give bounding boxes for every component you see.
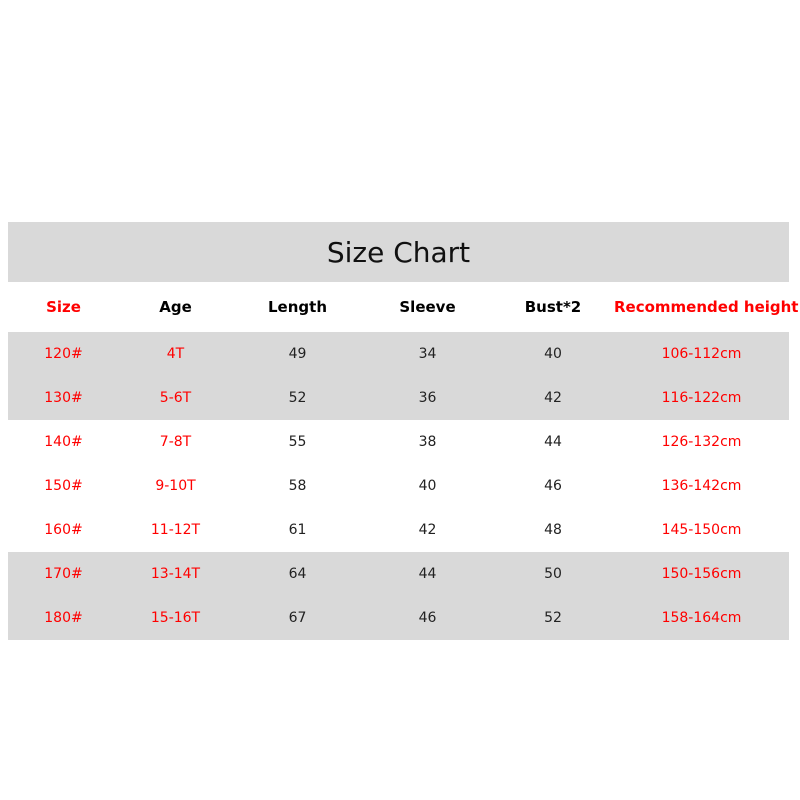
size-table: [8, 282, 799, 640]
bust-cell: 44: [492, 420, 614, 464]
sleeve-cell: 34: [363, 332, 492, 376]
table-row: [8, 596, 789, 640]
header-sleeve: Sleeve: [363, 282, 492, 332]
table-row: [8, 508, 789, 552]
sleeve-cell: 44: [363, 552, 492, 596]
size-cell: 130#: [8, 376, 119, 420]
sleeve-cell: 36: [363, 376, 492, 420]
sleeve-cell: 40: [363, 464, 492, 508]
age-cell: 11-12T: [119, 508, 232, 552]
age-cell: 5-6T: [119, 376, 232, 420]
bust-cell: 42: [492, 376, 614, 420]
size-chart: [8, 222, 799, 640]
height-cell: 150-156cm: [614, 552, 789, 596]
header-length: Length: [232, 282, 363, 332]
header-bust: Bust*2: [492, 282, 614, 332]
table-row: [8, 552, 789, 596]
length-cell: 55: [232, 420, 363, 464]
bust-cell: 48: [492, 508, 614, 552]
length-cell: 58: [232, 464, 363, 508]
size-cell: 160#: [8, 508, 119, 552]
size-cell: 140#: [8, 420, 119, 464]
size-cell: 150#: [8, 464, 119, 508]
bust-cell: 50: [492, 552, 614, 596]
sleeve-cell: 42: [363, 508, 492, 552]
chart-title: Size Chart: [326, 235, 471, 269]
bust-cell: 40: [492, 332, 614, 376]
height-cell: 145-150cm: [614, 508, 789, 552]
size-cell: 120#: [8, 332, 119, 376]
size-cell: 170#: [8, 552, 119, 596]
age-cell: 7-8T: [119, 420, 232, 464]
table-row: [8, 332, 789, 376]
table-row: [8, 420, 789, 464]
height-cell: 136-142cm: [614, 464, 789, 508]
height-cell: 126-132cm: [614, 420, 789, 464]
length-cell: 49: [232, 332, 363, 376]
age-cell: 15-16T: [119, 596, 232, 640]
header-recommended-height: Recommended height: [614, 282, 789, 332]
age-cell: 13-14T: [119, 552, 232, 596]
header-age: Age: [119, 282, 232, 332]
age-cell: 4T: [119, 332, 232, 376]
length-cell: 67: [232, 596, 363, 640]
sleeve-cell: 46: [363, 596, 492, 640]
header-row: [8, 282, 789, 332]
height-cell: 116-122cm: [614, 376, 789, 420]
header-size: Size: [8, 282, 119, 332]
age-cell: 9-10T: [119, 464, 232, 508]
height-cell: 158-164cm: [614, 596, 789, 640]
table-row: [8, 464, 789, 508]
length-cell: 61: [232, 508, 363, 552]
length-cell: 64: [232, 552, 363, 596]
height-cell: 106-112cm: [614, 332, 789, 376]
size-cell: 180#: [8, 596, 119, 640]
bust-cell: 46: [492, 464, 614, 508]
title-bar: [8, 222, 789, 282]
length-cell: 52: [232, 376, 363, 420]
sleeve-cell: 38: [363, 420, 492, 464]
bust-cell: 52: [492, 596, 614, 640]
table-row: [8, 376, 789, 420]
